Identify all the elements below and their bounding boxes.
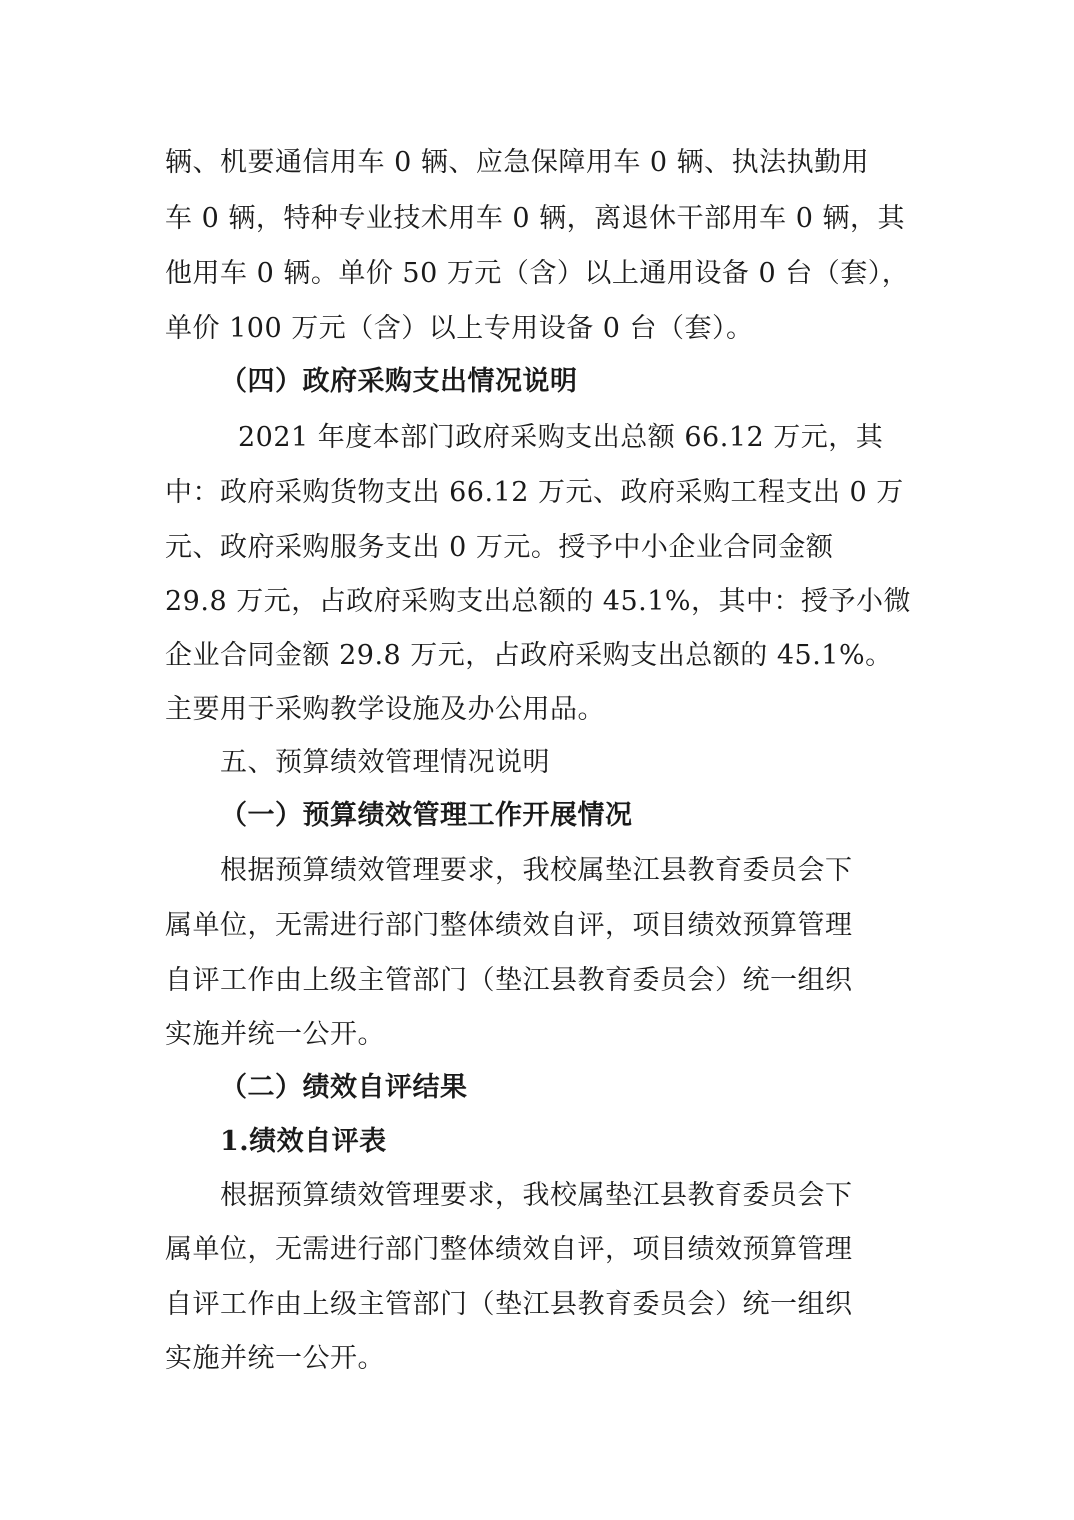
- paragraph-line: 根据预算绩效管理要求，我校属垫江县教育委员会下: [220, 855, 853, 886]
- paragraph-line: 属单位，无需进行部门整体绩效自评，项目绩效预算管理: [165, 910, 853, 941]
- subsection-heading-work: （一）预算绩效管理工作开展情况: [220, 800, 633, 831]
- paragraph-line: 他用车 0 辆。单价 50 万元（含）以上通用设备 0 台（套），: [165, 258, 910, 289]
- paragraph-line: 单价 100 万元（含）以上专用设备 0 台（套）。: [165, 313, 754, 344]
- paragraph-line: 实施并统一公开。: [165, 1343, 385, 1374]
- paragraph-line: 辆、机要通信用车 0 辆、应急保障用车 0 辆、执法执勤用: [165, 147, 870, 178]
- paragraph-line: 属单位，无需进行部门整体绩效自评，项目绩效预算管理: [165, 1234, 853, 1265]
- paragraph-line: 自评工作由上级主管部门（垫江县教育委员会）统一组织: [165, 1289, 853, 1320]
- subsection-heading-results: （二）绩效自评结果: [220, 1072, 468, 1103]
- paragraph-line: 29.8 万元，占政府采购支出总额的 45.1%，其中：授予小微: [165, 586, 912, 617]
- paragraph-line: 根据预算绩效管理要求，我校属垫江县教育委员会下: [220, 1180, 853, 1211]
- paragraph-line: 实施并统一公开。: [165, 1019, 385, 1050]
- paragraph-line: 中：政府采购货物支出 66.12 万元、政府采购工程支出 0 万: [165, 477, 904, 508]
- paragraph-line: 企业合同金额 29.8 万元，占政府采购支出总额的 45.1%。: [165, 640, 893, 671]
- paragraph-line: 车 0 辆，特种专业技术用车 0 辆，离退休干部用车 0 辆，其: [165, 203, 906, 234]
- subsection-heading-table: 1.绩效自评表: [220, 1126, 387, 1157]
- section-heading-procurement: （四）政府采购支出情况说明: [220, 366, 578, 397]
- paragraph-line: 元、政府采购服务支出 0 万元。授予中小企业合同金额: [165, 532, 834, 563]
- paragraph-line: 2021 年度本部门政府采购支出总额 66.12 万元，其: [238, 422, 884, 453]
- paragraph-line: 自评工作由上级主管部门（垫江县教育委员会）统一组织: [165, 965, 853, 996]
- section-heading-performance: 五、预算绩效管理情况说明: [220, 747, 550, 778]
- paragraph-line: 主要用于采购教学设施及办公用品。: [165, 694, 605, 725]
